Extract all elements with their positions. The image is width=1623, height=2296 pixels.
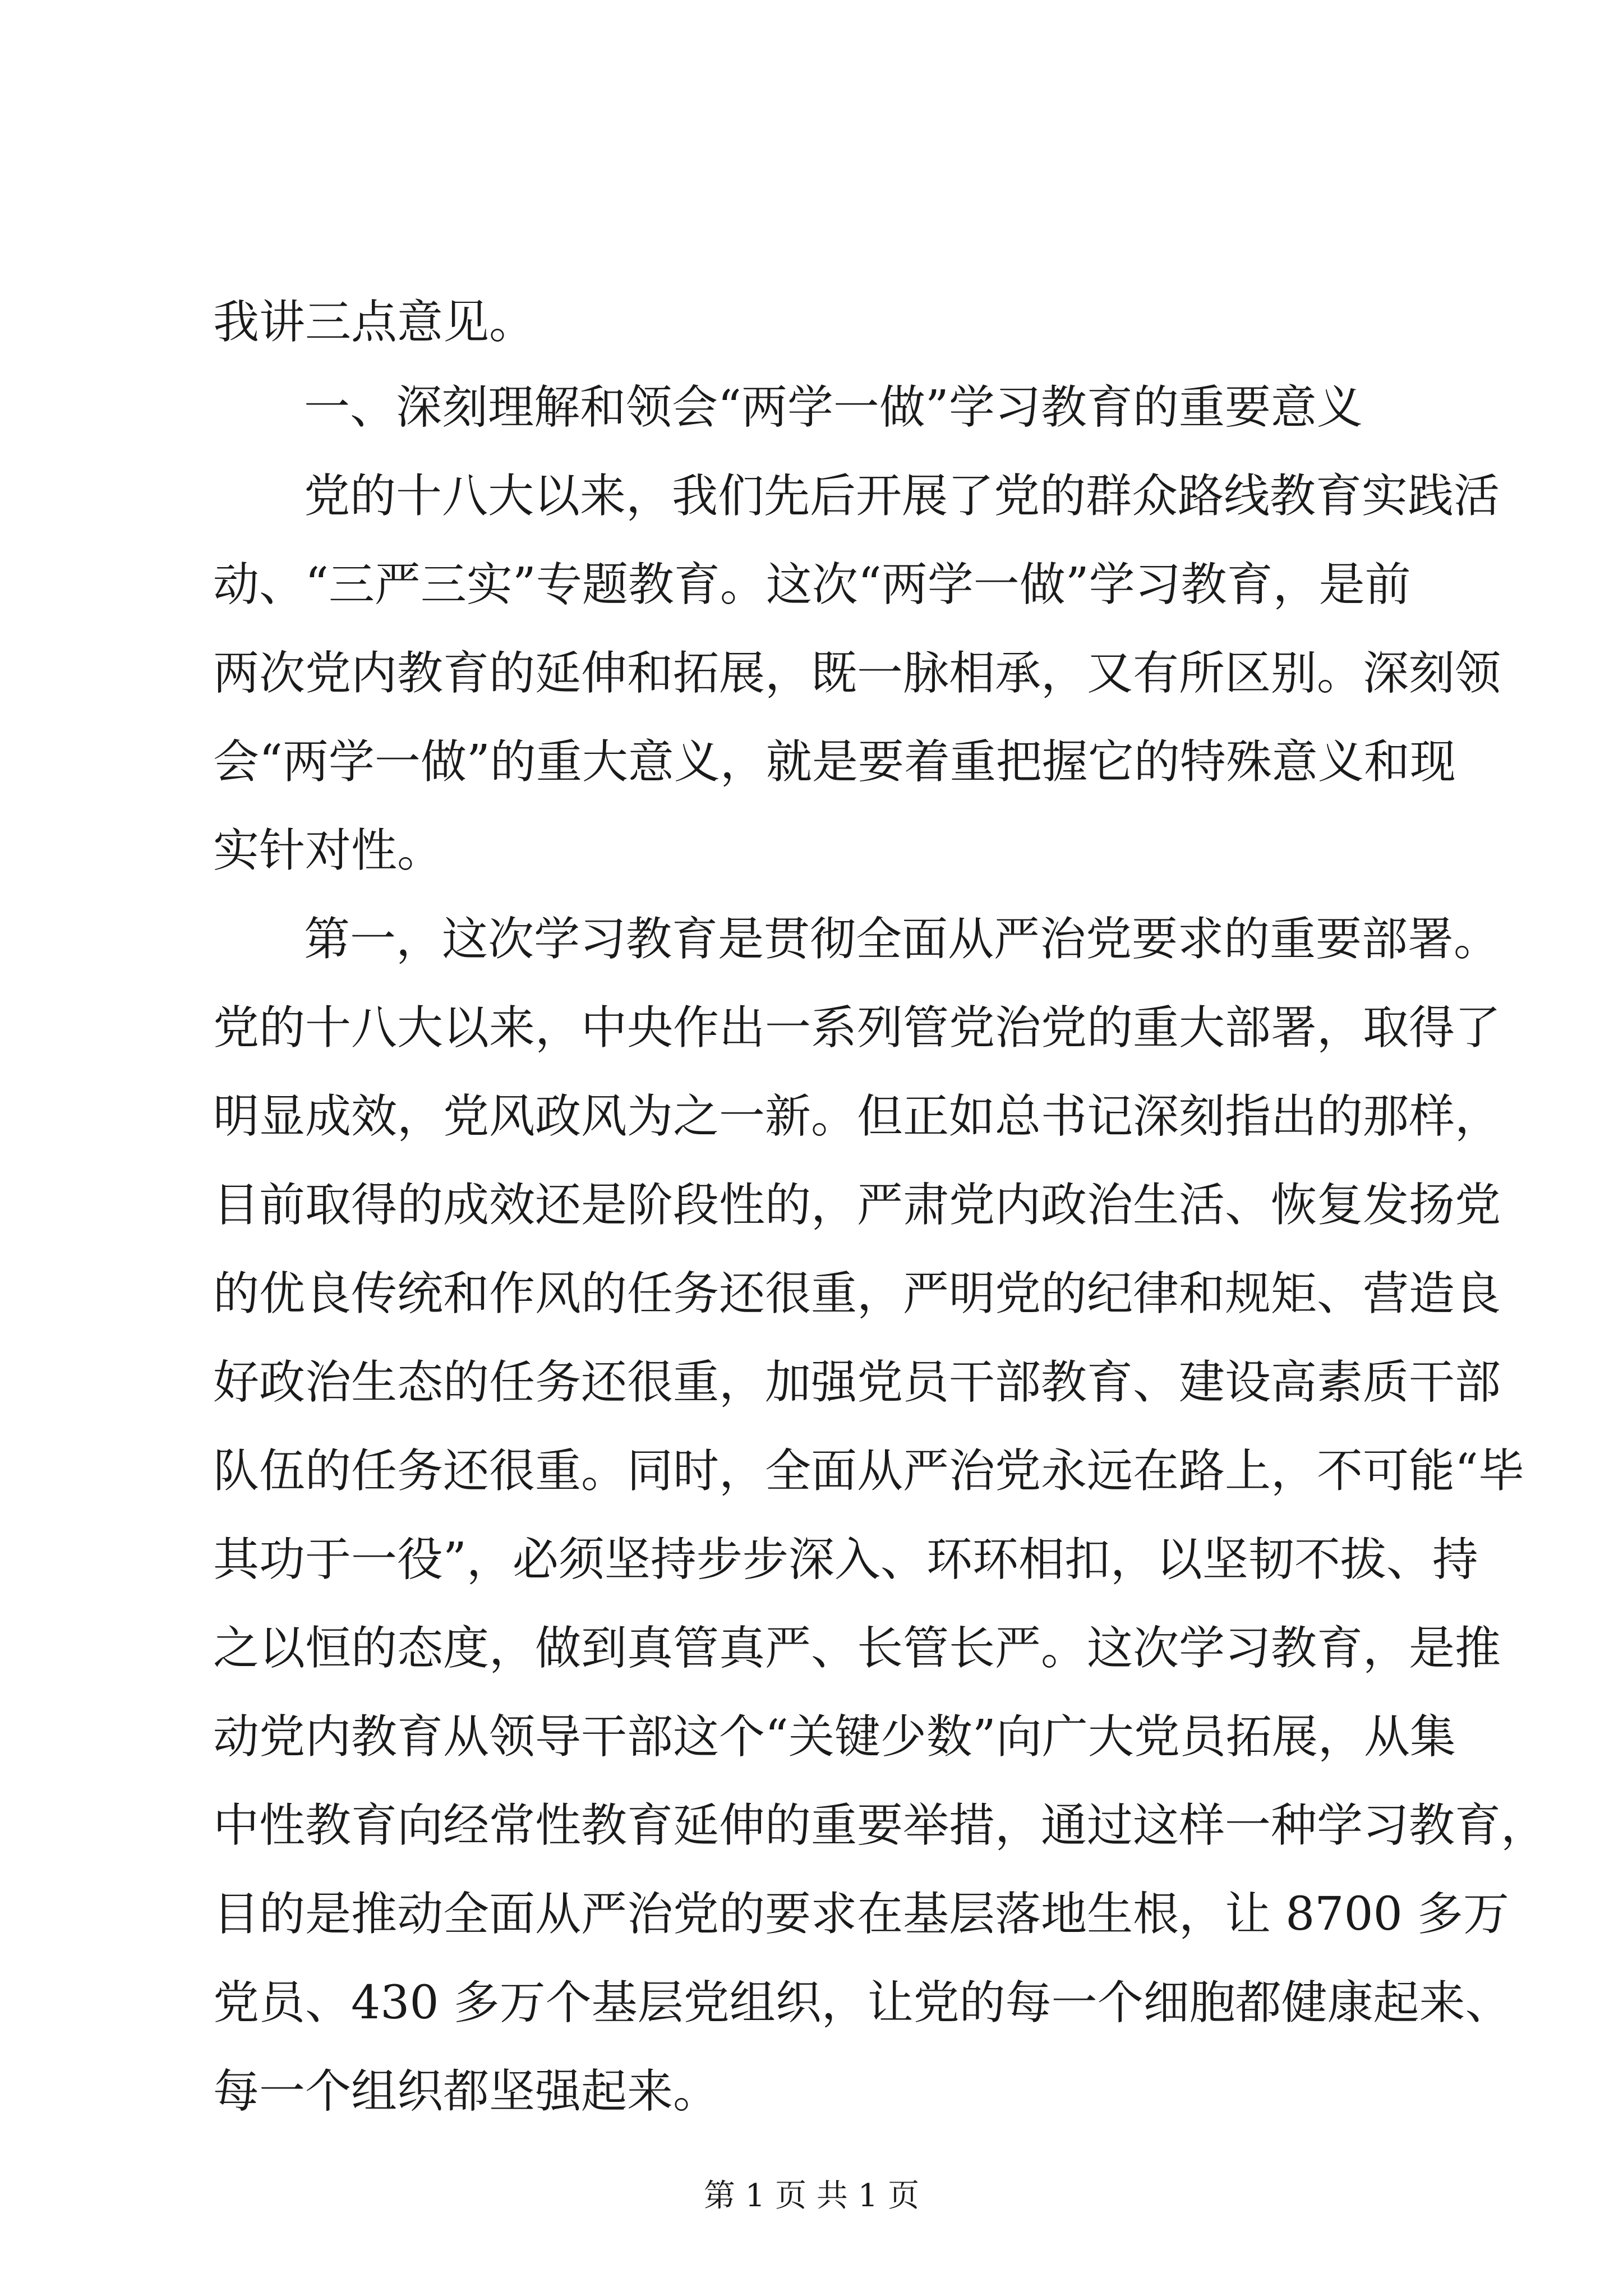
text-line: 我讲三点意见。	[213, 296, 536, 349]
text-line: 中性教育向经常性教育延伸的重要举措，通过这样一种学习教育，	[213, 1799, 1547, 1852]
text-line: 目前取得的成效还是阶段性的，严肃党内政治生活、恢复发扬党	[213, 1179, 1501, 1232]
text-line: 两次党内教育的延伸和拓展，既一脉相承，又有所区别。深刻领	[213, 647, 1501, 700]
section-heading: 一、深刻理解和领会“两学一做”学习教育的重要意义	[304, 381, 1363, 434]
text-line: 目的是推动全面从严治党的要求在基层落地生根，让 8700 多万	[213, 1888, 1509, 1941]
text-line: 明显成效，党风政风为之一新。但正如总书记深刻指出的那样，	[213, 1090, 1501, 1143]
text-line: 动、“三严三实”专题教育。这次“两学一做”学习教育，是前	[213, 558, 1411, 611]
text-line: 之以恒的态度，做到真管真严、长管长严。这次学习教育，是推	[213, 1622, 1501, 1675]
text-line: 会“两学一做”的重大意义，就是要着重把握它的特殊意义和现	[213, 735, 1456, 789]
text-line: 动党内教育从领导干部这个“关键少数”向广大党员拓展，从集	[213, 1710, 1456, 1764]
page-footer: 第 1 页 共 1 页	[703, 2178, 920, 2214]
text-line: 其功于一役”，必须坚持步步深入、环环相扣，以坚韧不拔、持	[213, 1533, 1478, 1586]
text-line: 第一，这次学习教育是贯彻全面从严治党要求的重要部署。	[304, 913, 1500, 966]
text-line: 实针对性。	[213, 824, 444, 877]
text-line: 队伍的任务还很重。同时，全面从严治党永远在路上，不可能“毕	[213, 1444, 1524, 1498]
text-line: 的优良传统和作风的任务还很重，严明党的纪律和规矩、营造良	[213, 1267, 1501, 1320]
text-line: 每一个组织都坚强起来。	[213, 2065, 720, 2118]
text-line: 党的十八大以来，中央作出一系列管党治党的重大部署，取得了	[213, 1001, 1501, 1055]
text-line: 党员、430 多万个基层党组织，让党的每一个细胞都健康起来、	[213, 1976, 1511, 2030]
text-line: 党的十八大以来，我们先后开展了党的群众路线教育实践活	[304, 470, 1500, 523]
text-line: 好政治生态的任务还很重，加强党员干部教育、建设高素质干部	[213, 1356, 1501, 1409]
